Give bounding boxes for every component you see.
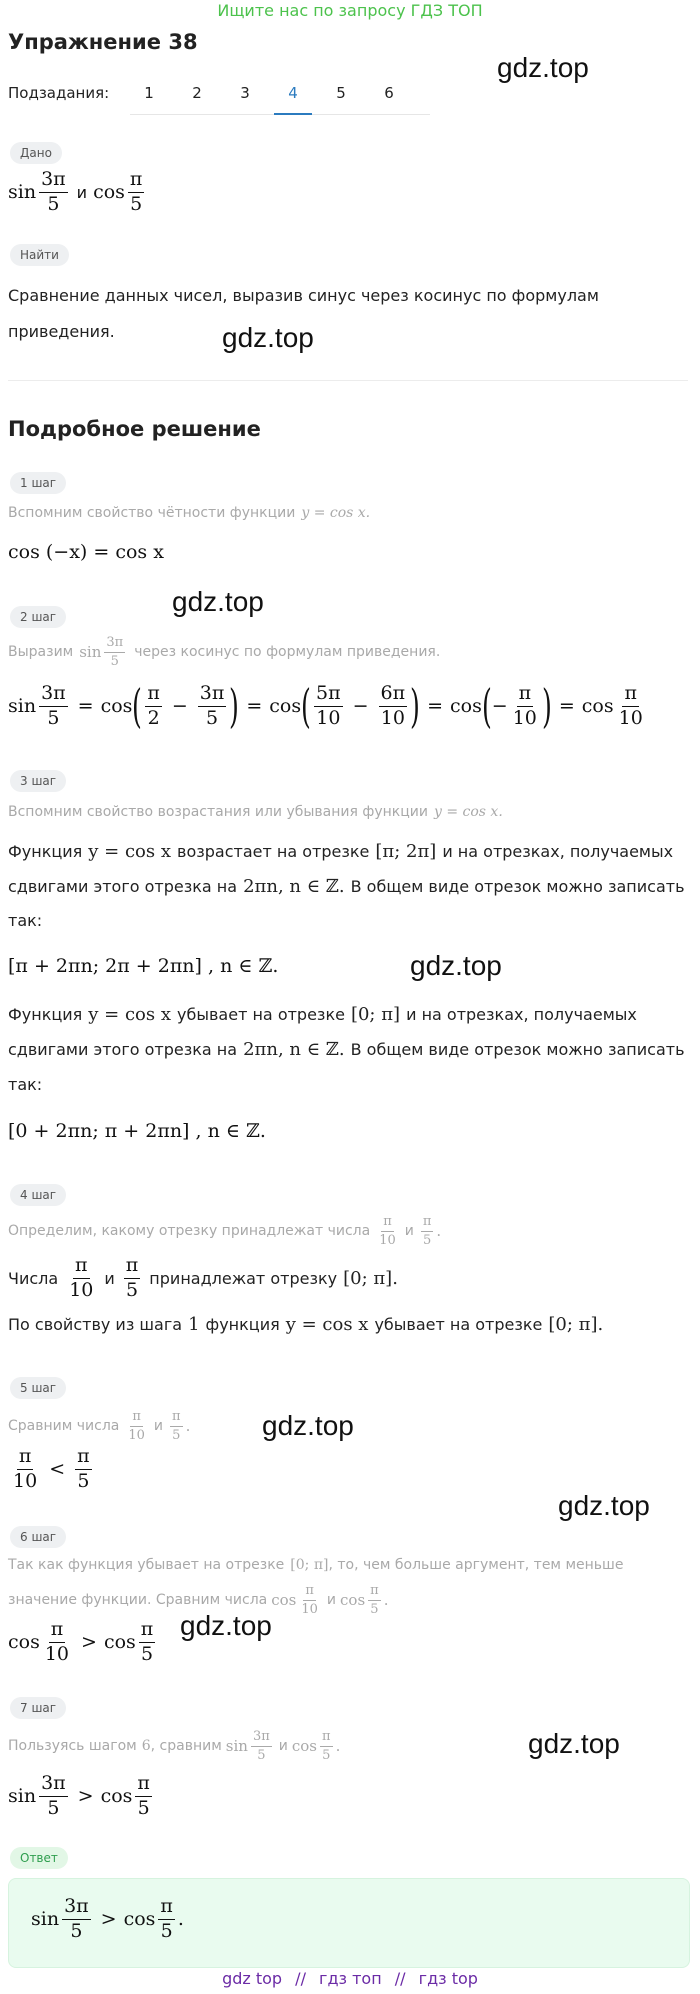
step-2-hint-suffix: через косинус по формулам приведения. <box>134 644 441 661</box>
step-1-hint <box>8 505 370 521</box>
step-2-hint-formula <box>79 636 128 668</box>
step-6-chip: 6 шаг <box>10 1526 66 1548</box>
step-3-hint <box>8 804 503 820</box>
step-2-hint-den: 5 <box>110 653 119 669</box>
step-2-hint-num: 3π <box>104 636 125 653</box>
step-3-p1-line3: так: <box>8 911 43 930</box>
step-3-hint-formula: y = cos x. <box>433 804 503 820</box>
given-chip: Дано <box>10 142 62 164</box>
active-tab-indicator <box>274 113 312 115</box>
step-6-formula: cos $\frac{\pi}{10}$ > cos $\frac{\pi}{5}$ <box>8 1618 154 1665</box>
watermark: gdz.top <box>222 322 314 353</box>
section-divider <box>8 380 688 381</box>
answer-formula: sin $\frac{3\pi}{5}$ > cos $\frac{\pi}{5}$ . <box>31 1895 184 1942</box>
step-6-hint-line2: значение функции. Сравним числа cos $\frac{\pi}{10}$ и cos $\frac{\pi}{5}$ . <box>8 1583 389 1617</box>
footer-links <box>0 1969 700 1988</box>
given-den-1: 5 <box>47 192 60 215</box>
step-1-chip: 1 шаг <box>10 472 66 494</box>
step-1-hint-text: Вспомним свойство чётности функции <box>8 505 296 521</box>
given-num-2: π <box>128 170 145 193</box>
step-4-line1: Числа $\frac{\pi}{10}$ и $\frac{\pi}{5}$ принадлежат отрезку [0; π]. <box>8 1254 398 1301</box>
step-3-p1-line2: сдвигами этого отрезка на 2πn, n ∈ ℤ. В общем виде отрезок можно записать <box>8 876 685 897</box>
step-3-chip: 3 шаг <box>10 770 66 792</box>
subtask-tab-6[interactable]: 6 <box>384 84 394 102</box>
step-5-formula: $\frac{\pi}{10}$ < $\frac{\pi}{5}$ <box>13 1445 90 1492</box>
footer-link-3[interactable]: гдз top <box>418 1969 478 1988</box>
watermark: gdz.top <box>558 1490 650 1521</box>
footer-link-2[interactable]: гдз топ <box>319 1969 382 1988</box>
subtasks-label: Подзадания: <box>8 84 110 102</box>
given-fraction-1 <box>39 170 68 215</box>
given-fraction-2 <box>128 170 145 215</box>
given-cos: cos <box>93 181 125 204</box>
step-3-p2-line3: так: <box>8 1075 43 1094</box>
step-2-hint <box>8 636 440 668</box>
step-5-hint: Сравним числа $\frac{\pi}{10}$ и $\frac{\pi}{5}$ . <box>8 1409 191 1443</box>
step-1-hint-formula: y = cos x. <box>301 505 371 521</box>
step-1-formula: cos (−x) = cos x <box>8 541 164 563</box>
subtask-tab-5[interactable]: 5 <box>336 84 346 102</box>
answer-chip: Ответ <box>10 1847 68 1869</box>
solution-title: Подробное решение <box>8 417 261 441</box>
given-den-2: 5 <box>130 192 143 215</box>
watermark: gdz.top <box>262 1410 354 1441</box>
find-chip: Найти <box>10 244 69 266</box>
step-3-p2-line1: Функция y = cos x убывает на отрезке [0; π] и на отрезках, получаемых <box>8 1004 637 1025</box>
step-2-formula: sin $\frac{3\pi}{5}$ = cos ( $\frac{\pi}{2}$ − $\frac{3\pi}{5}$ ) = cos ( $\frac{5\pi}{10}$ − $\frac{6\pi}{10}$ ) = cos ( − $\frac{\pi}{10}$ ) = cos $\frac{\pi}{10}$ <box>8 679 643 733</box>
step-3-formula-2: [0 + 2πn; π + 2πn] , n ∈ ℤ. <box>8 1120 266 1142</box>
watermark: gdz.top <box>528 1728 620 1759</box>
subtask-tab-2[interactable]: 2 <box>192 84 202 102</box>
watermark: gdz.top <box>180 1610 272 1641</box>
step-3-p1-line1: Функция y = cos x возрастает на отрезке [π; 2π] и на отрезках, получаемых <box>8 841 674 862</box>
step-7-formula: sin $\frac{3\pi}{5}$ > cos $\frac{\pi}{5}$ <box>8 1772 150 1819</box>
step-3-formula-1: [π + 2πn; 2π + 2πn] , n ∈ ℤ. <box>8 955 279 977</box>
step-2-hint-text: Выразим <box>8 644 74 661</box>
given-num-1: 3π <box>39 170 68 193</box>
subtask-tab-1[interactable]: 1 <box>144 84 154 102</box>
exercise-title: Упражнение 38 <box>8 30 198 54</box>
watermark: gdz.top <box>172 586 264 617</box>
watermark: gdz.top <box>410 950 502 981</box>
given-formula <box>8 170 147 215</box>
step-5-chip: 5 шаг <box>10 1377 66 1399</box>
step-2-chip: 2 шаг <box>10 606 66 628</box>
subtasks-tabs <box>130 84 408 102</box>
footer-sep-1: // <box>295 1969 306 1988</box>
step-4-hint: Определим, какому отрезку принадлежат числа $\frac{\pi}{10}$ и $\frac{\pi}{5}$ . <box>8 1214 442 1248</box>
watermark: gdz.top <box>497 52 589 83</box>
top-banner[interactable]: Ищите нас по запросу ГДЗ ТОП <box>217 1 483 20</box>
footer-link-1[interactable]: gdz top <box>222 1969 283 1988</box>
step-3-p2-line2: сдвигами этого отрезка на 2πn, n ∈ ℤ. В общем виде отрезок можно записать <box>8 1039 685 1060</box>
subtask-tab-3[interactable]: 3 <box>240 84 250 102</box>
step-4-line2: По свойству из шага 1 функция y = cos x убывает на отрезке [0; π]. <box>8 1314 604 1335</box>
step-7-hint: Пользуясь шагом 6 , сравним sin $\frac{3\pi}{5}$ и cos $\frac{\pi}{5}$ . <box>8 1729 341 1763</box>
given-sin: sin <box>8 181 37 204</box>
step-3-hint-text: Вспомним свойство возрастания или убывания функции <box>8 804 428 820</box>
answer-box <box>8 1878 690 1968</box>
step-7-chip: 7 шаг <box>10 1697 66 1719</box>
step-4-chip: 4 шаг <box>10 1184 66 1206</box>
subtask-tab-4[interactable]: 4 <box>288 84 298 102</box>
footer-sep-2: // <box>394 1969 406 1988</box>
step-2-hint-sin: sin <box>79 643 102 662</box>
find-text: Сравнение данных чисел, выразив синус через косинус по формулам приведения. <box>8 286 599 341</box>
given-and: и <box>76 182 88 202</box>
step-6-hint-line1: Так как функция убывает на отрезке [0; π] , то, чем больше аргумент, тем меньше <box>8 1557 624 1573</box>
